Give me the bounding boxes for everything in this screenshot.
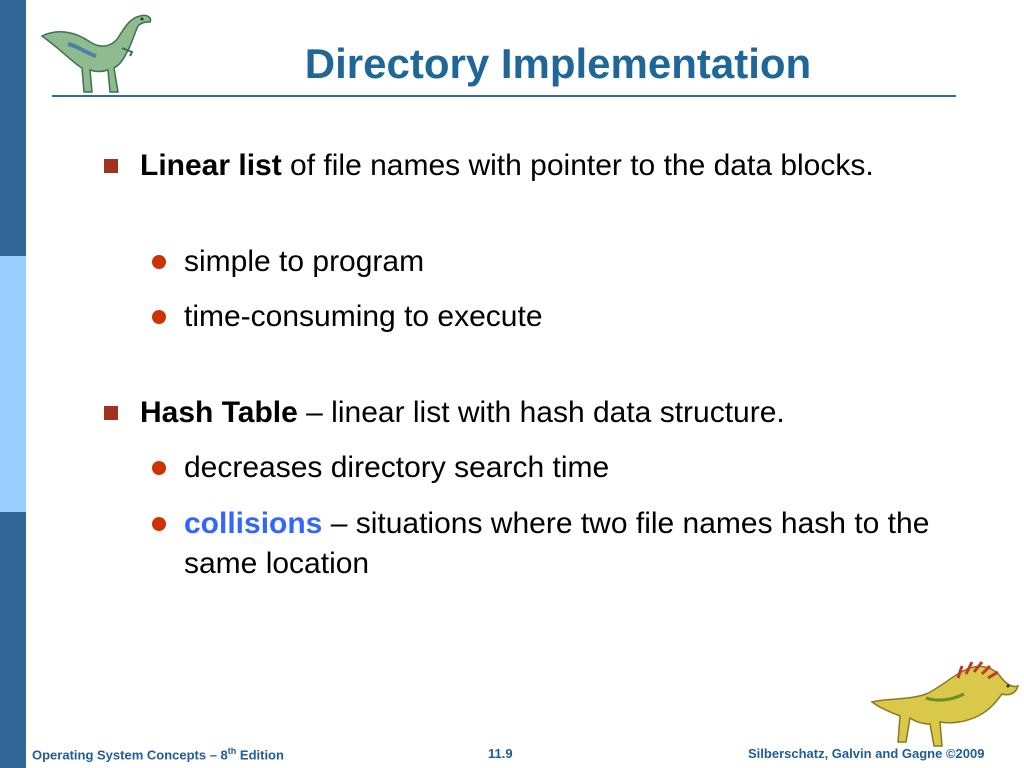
footer-copyright: Silberschatz, Galvin and Gagne ©2009 [748, 746, 985, 761]
title-divider [52, 95, 956, 97]
footer-title-suffix: Edition [236, 747, 284, 763]
square-bullet-icon [104, 159, 118, 173]
sub-bullet-text: simple to program [184, 245, 425, 278]
footer-course-title [32, 746, 284, 762]
round-bullet-icon [152, 310, 166, 324]
round-bullet-icon [152, 517, 166, 531]
dinosaur-icon [866, 658, 1022, 750]
slide-number: 11.9 [488, 746, 513, 761]
sub-bullet-text: time-consuming to execute [184, 300, 543, 333]
sub-bullet [152, 297, 952, 337]
sub-bullet [152, 242, 952, 282]
round-bullet-icon [152, 461, 166, 475]
sidebar-bottom-band [0, 512, 26, 768]
bullet-description: of file names with pointer to the data blocks. [281, 149, 874, 182]
bullet-description: – linear list with hash data structure. [297, 396, 785, 429]
bullet-hash-table [104, 393, 924, 433]
sub-bullet [152, 448, 952, 488]
bullet-term: Hash Table [140, 396, 298, 429]
sub-bullet-text: decreases directory search time [184, 451, 610, 484]
sub-bullet-description: – situations where two file names hash to the same location [184, 507, 930, 580]
sub-bullet-text [184, 504, 952, 584]
footer-title-superscript: th [227, 746, 237, 756]
bullet-term: Linear list [140, 149, 282, 182]
sub-bullet [152, 504, 952, 584]
bullet-text [140, 393, 924, 433]
sidebar-middle-band [0, 256, 26, 512]
bullet-text [140, 146, 924, 186]
round-bullet-icon [152, 255, 166, 269]
sidebar-top-band [0, 0, 26, 256]
square-bullet-icon [104, 406, 118, 420]
dinosaur-icon [38, 8, 158, 96]
highlighted-term: collisions [184, 507, 323, 540]
footer-title-prefix: Operating System Concepts – 8 [32, 747, 228, 763]
slide-title: Directory Implementation [304, 40, 812, 87]
bullet-linear-list [104, 146, 924, 186]
